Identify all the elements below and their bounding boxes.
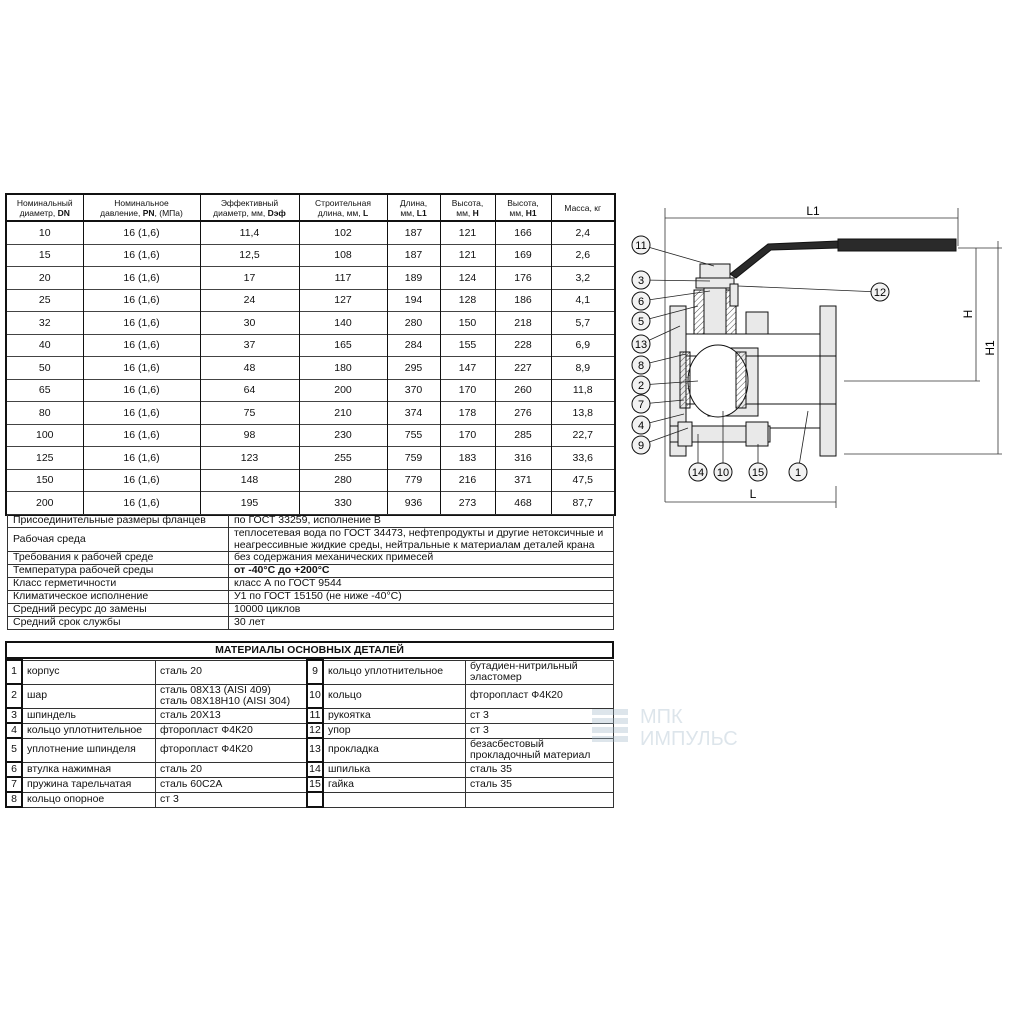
table-cell: 17 xyxy=(200,267,299,290)
callout-number: 12 xyxy=(873,287,887,299)
table-cell: 316 xyxy=(495,447,551,470)
material-row xyxy=(6,708,614,723)
table-cell: 47,5 xyxy=(551,469,615,492)
table-cell: 170 xyxy=(440,424,495,447)
table-cell: 189 xyxy=(387,267,440,290)
part-number: 5 xyxy=(6,738,22,762)
table-cell: 13,8 xyxy=(551,402,615,425)
material-row xyxy=(6,777,614,792)
callout-number: 15 xyxy=(751,467,765,479)
table-row xyxy=(6,379,615,402)
table-cell: 200 xyxy=(6,492,83,515)
dimensions-table xyxy=(5,193,616,516)
property-key: Присоединительные размеры фланцев xyxy=(8,515,229,528)
table-cell: 24 xyxy=(200,289,299,312)
part-number: 6 xyxy=(6,762,22,777)
table-cell: 183 xyxy=(440,447,495,470)
part-name: кольцо опорное xyxy=(22,792,156,807)
table-row xyxy=(6,312,615,335)
table-cell: 16 (1,6) xyxy=(83,267,200,290)
property-key: Климатическое исполнение xyxy=(8,591,229,604)
part-number: 2 xyxy=(6,684,22,708)
table-cell: 33,6 xyxy=(551,447,615,470)
table-cell: 180 xyxy=(299,357,387,380)
dim-L-label: L xyxy=(749,487,757,501)
material-row xyxy=(6,792,614,807)
property-value: У1 по ГОСТ 15150 (не ниже -40°С) xyxy=(229,591,614,604)
table-cell: 195 xyxy=(200,492,299,515)
table-row xyxy=(6,267,615,290)
part-material: ст 3 xyxy=(156,792,308,807)
table-row xyxy=(6,357,615,380)
table-cell: 127 xyxy=(299,289,387,312)
part-number: 9 xyxy=(307,660,323,684)
table-cell: 276 xyxy=(495,402,551,425)
table-cell: 48 xyxy=(200,357,299,380)
table-row xyxy=(6,334,615,357)
table-cell: 100 xyxy=(6,424,83,447)
callout-number: 10 xyxy=(716,467,730,479)
table-cell: 166 xyxy=(495,221,551,244)
part-material: бутадиен-нитрильный эластомер xyxy=(466,660,614,684)
part-number: 12 xyxy=(307,723,323,738)
callout-number: 2 xyxy=(637,380,645,392)
watermark-line1: МПК xyxy=(640,706,683,728)
table-cell: 32 xyxy=(6,312,83,335)
part-material: фторопласт Ф4К20 xyxy=(466,684,614,708)
table-cell: 779 xyxy=(387,469,440,492)
table-row xyxy=(6,221,615,244)
part-number: 15 xyxy=(307,777,323,792)
property-value: по ГОСТ 33259, исполнение В xyxy=(229,515,614,528)
table-cell: 12,5 xyxy=(200,244,299,267)
part-material: фторопласт Ф4К20 xyxy=(156,738,308,762)
table-cell: 284 xyxy=(387,334,440,357)
table-cell: 50 xyxy=(6,357,83,380)
part-number: 11 xyxy=(307,708,323,723)
dim-H-label: H xyxy=(961,309,975,319)
table-cell: 16 (1,6) xyxy=(83,244,200,267)
table-row xyxy=(6,244,615,267)
table-cell: 228 xyxy=(495,334,551,357)
table-cell: 108 xyxy=(299,244,387,267)
table-cell: 6,9 xyxy=(551,334,615,357)
table-row xyxy=(6,289,615,312)
property-value: без содержания механических примесей xyxy=(229,552,614,565)
callout-number: 1 xyxy=(794,467,802,479)
table-cell: 155 xyxy=(440,334,495,357)
table-cell: 178 xyxy=(440,402,495,425)
material-row xyxy=(6,762,614,777)
part-number: 4 xyxy=(6,723,22,738)
dim-header-0: Номинальный диаметр, DN xyxy=(6,194,83,221)
table-cell: 170 xyxy=(440,379,495,402)
part-number xyxy=(307,792,323,807)
property-row xyxy=(8,565,614,578)
property-row xyxy=(8,552,614,565)
table-cell: 8,9 xyxy=(551,357,615,380)
table-cell: 124 xyxy=(440,267,495,290)
callout-leader xyxy=(738,286,880,292)
table-cell: 280 xyxy=(387,312,440,335)
part-material: ст 3 xyxy=(466,708,614,723)
dim-header-7: Масса, кг xyxy=(551,194,615,221)
part-number: 7 xyxy=(6,777,22,792)
table-row xyxy=(6,469,615,492)
table-cell: 187 xyxy=(387,244,440,267)
callout-number: 11 xyxy=(635,240,647,252)
table-cell: 16 (1,6) xyxy=(83,221,200,244)
table-cell: 218 xyxy=(495,312,551,335)
table-cell: 176 xyxy=(495,267,551,290)
property-row xyxy=(8,515,614,528)
property-value: 10000 циклов xyxy=(229,604,614,617)
table-cell: 468 xyxy=(495,492,551,515)
part-material: сталь 35 xyxy=(466,762,614,777)
table-cell: 147 xyxy=(440,357,495,380)
dim-header-4: Длина, мм, L1 xyxy=(387,194,440,221)
property-key: Рабочая среда xyxy=(8,528,229,552)
table-cell: 273 xyxy=(440,492,495,515)
table-cell: 370 xyxy=(387,379,440,402)
table-cell: 25 xyxy=(6,289,83,312)
part-name: втулка нажимная xyxy=(22,762,156,777)
table-cell: 16 (1,6) xyxy=(83,334,200,357)
table-cell: 230 xyxy=(299,424,387,447)
table-cell: 150 xyxy=(6,469,83,492)
table-cell: 11,8 xyxy=(551,379,615,402)
callout-number: 3 xyxy=(637,275,645,287)
table-cell: 65 xyxy=(6,379,83,402)
part-number: 1 xyxy=(6,660,22,684)
part-number: 8 xyxy=(6,792,22,807)
properties-table xyxy=(7,514,614,630)
valve-drawing xyxy=(618,186,1012,516)
table-cell: 117 xyxy=(299,267,387,290)
material-row xyxy=(6,738,614,762)
table-row xyxy=(6,492,615,515)
dim-header-3: Строительная длина, мм, L xyxy=(299,194,387,221)
table-cell: 285 xyxy=(495,424,551,447)
table-cell: 22,7 xyxy=(551,424,615,447)
part-number: 13 xyxy=(307,738,323,762)
part-material: сталь 60С2А xyxy=(156,777,308,792)
dimensions-header-row xyxy=(6,194,615,221)
material-row xyxy=(6,684,614,708)
handle xyxy=(730,239,956,278)
part-material: ст 3 xyxy=(466,723,614,738)
property-value: от -40°С до +200°С xyxy=(229,565,614,578)
table-cell: 759 xyxy=(387,447,440,470)
callout-number: 13 xyxy=(634,339,648,351)
table-cell: 128 xyxy=(440,289,495,312)
table-cell: 280 xyxy=(299,469,387,492)
table-cell: 125 xyxy=(6,447,83,470)
dim-L1-label: L1 xyxy=(806,204,820,218)
part-name: рукоятка xyxy=(323,708,466,723)
table-cell: 295 xyxy=(387,357,440,380)
table-cell: 98 xyxy=(200,424,299,447)
table-cell: 64 xyxy=(200,379,299,402)
part-name: шпиндель xyxy=(22,708,156,723)
property-value: теплосетевая вода по ГОСТ 34473, нефтепродукты и другие нетоксичные и неагрессивные жидкие среды, нейтральные к материалам деталей крана xyxy=(229,528,614,552)
table-cell: 2,6 xyxy=(551,244,615,267)
table-cell: 15 xyxy=(6,244,83,267)
table-cell: 16 (1,6) xyxy=(83,402,200,425)
property-row xyxy=(8,604,614,617)
table-row xyxy=(6,402,615,425)
table-cell: 123 xyxy=(200,447,299,470)
part-number: 10 xyxy=(307,684,323,708)
table-cell: 16 (1,6) xyxy=(83,312,200,335)
table-cell: 37 xyxy=(200,334,299,357)
part-material: сталь 20Х13 xyxy=(156,708,308,723)
material-row xyxy=(6,723,614,738)
part-material: безасбестовый прокладочный материал xyxy=(466,738,614,762)
callout-number: 9 xyxy=(637,440,645,452)
property-key: Температура рабочей среды xyxy=(8,565,229,578)
callout-leader xyxy=(641,245,714,266)
property-row xyxy=(8,591,614,604)
table-cell: 75 xyxy=(200,402,299,425)
dim-header-6: Высота, мм, H1 xyxy=(495,194,551,221)
part-name xyxy=(323,792,466,807)
table-cell: 216 xyxy=(440,469,495,492)
part-number: 14 xyxy=(307,762,323,777)
part-material: сталь 20 xyxy=(156,762,308,777)
table-cell: 755 xyxy=(387,424,440,447)
table-cell: 5,7 xyxy=(551,312,615,335)
table-cell: 169 xyxy=(495,244,551,267)
property-row xyxy=(8,617,614,630)
dim-header-1: Номинальное давление, PN, (МПа) xyxy=(83,194,200,221)
table-cell: 16 (1,6) xyxy=(83,447,200,470)
part-name: шар xyxy=(22,684,156,708)
callout-number: 5 xyxy=(637,316,645,328)
materials-table xyxy=(5,659,614,808)
table-cell: 140 xyxy=(299,312,387,335)
table-cell: 3,2 xyxy=(551,267,615,290)
table-cell: 194 xyxy=(387,289,440,312)
property-key: Средний ресурс до замены xyxy=(8,604,229,617)
table-cell: 87,7 xyxy=(551,492,615,515)
table-cell: 150 xyxy=(440,312,495,335)
watermark-logo xyxy=(590,703,790,749)
part-material: сталь 20 xyxy=(156,660,308,684)
property-key: Требования к рабочей среде xyxy=(8,552,229,565)
part-material: фторопласт Ф4К20 xyxy=(156,723,308,738)
table-cell: 10 xyxy=(38,226,51,239)
table-cell: 16 (1,6) xyxy=(83,357,200,380)
table-cell: 210 xyxy=(299,402,387,425)
table-cell: 30 xyxy=(200,312,299,335)
callout-number: 4 xyxy=(637,420,645,432)
property-value: класс А по ГОСТ 9544 xyxy=(229,578,614,591)
table-cell: 16 (1,6) xyxy=(83,289,200,312)
callout-number: 6 xyxy=(637,296,645,308)
callout-number: 14 xyxy=(691,467,705,479)
table-cell: 4,1 xyxy=(551,289,615,312)
table-cell: 227 xyxy=(495,357,551,380)
valve-body xyxy=(680,334,836,428)
property-key: Средний срок службы xyxy=(8,617,229,630)
table-cell: 165 xyxy=(299,334,387,357)
part-name: пружина тарельчатая xyxy=(22,777,156,792)
table-cell: 200 xyxy=(299,379,387,402)
property-key: Класс герметичности xyxy=(8,578,229,591)
part-name: кольцо уплотнительное xyxy=(323,660,466,684)
table-cell: 374 xyxy=(387,402,440,425)
part-name: гайка xyxy=(323,777,466,792)
watermark-line2: ИМПУЛЬС xyxy=(640,728,738,749)
table-row xyxy=(6,447,615,470)
table-cell: 148 xyxy=(200,469,299,492)
table-cell: 186 xyxy=(495,289,551,312)
table-cell: 16 (1,6) xyxy=(83,379,200,402)
table-cell: 40 xyxy=(6,334,83,357)
part-name: кольцо уплотнительное xyxy=(22,723,156,738)
table-cell: 260 xyxy=(495,379,551,402)
table-cell: 187 xyxy=(387,221,440,244)
table-cell: 121 xyxy=(440,244,495,267)
part-name: шпилька xyxy=(323,762,466,777)
part-material: сталь 08Х13 (AISI 409) сталь 08Х18Н10 (AISI 304) xyxy=(156,684,308,708)
callout-number: 8 xyxy=(637,360,645,372)
materials-title: МАТЕРИАЛЫ ОСНОВНЫХ ДЕТАЛЕЙ xyxy=(5,641,614,659)
property-row xyxy=(8,528,614,552)
dim-header-5: Высота, мм, H xyxy=(440,194,495,221)
part-name: уплотнение шпинделя xyxy=(22,738,156,762)
part-name: кольцо xyxy=(323,684,466,708)
table-cell: 371 xyxy=(495,469,551,492)
table-cell: 121 xyxy=(440,221,495,244)
property-value: 30 лет xyxy=(229,617,614,630)
table-cell: 330 xyxy=(299,492,387,515)
material-row xyxy=(6,660,614,684)
table-cell: 16 (1,6) xyxy=(83,424,200,447)
table-cell: 16 (1,6) xyxy=(83,469,200,492)
part-number: 3 xyxy=(6,708,22,723)
part-material: сталь 35 xyxy=(466,777,614,792)
table-row xyxy=(6,424,615,447)
table-cell: 80 xyxy=(6,402,83,425)
part-material xyxy=(466,792,614,807)
table-cell: 102 xyxy=(299,221,387,244)
part-name: прокладка xyxy=(323,738,466,762)
table-cell: 255 xyxy=(299,447,387,470)
callout-number: 7 xyxy=(637,399,645,411)
part-name: корпус xyxy=(22,660,156,684)
table-cell: 11,4 xyxy=(200,221,299,244)
table-cell: 936 xyxy=(387,492,440,515)
part-name: упор xyxy=(323,723,466,738)
table-cell: 20 xyxy=(6,267,83,290)
table-cell: 16 (1,6) xyxy=(83,492,200,515)
dim-header-2: Эффективный диаметр, мм, Dэф xyxy=(200,194,299,221)
dim-H1-label: H1 xyxy=(983,340,997,356)
table-cell: 2,4 xyxy=(551,221,615,244)
property-row xyxy=(8,578,614,591)
